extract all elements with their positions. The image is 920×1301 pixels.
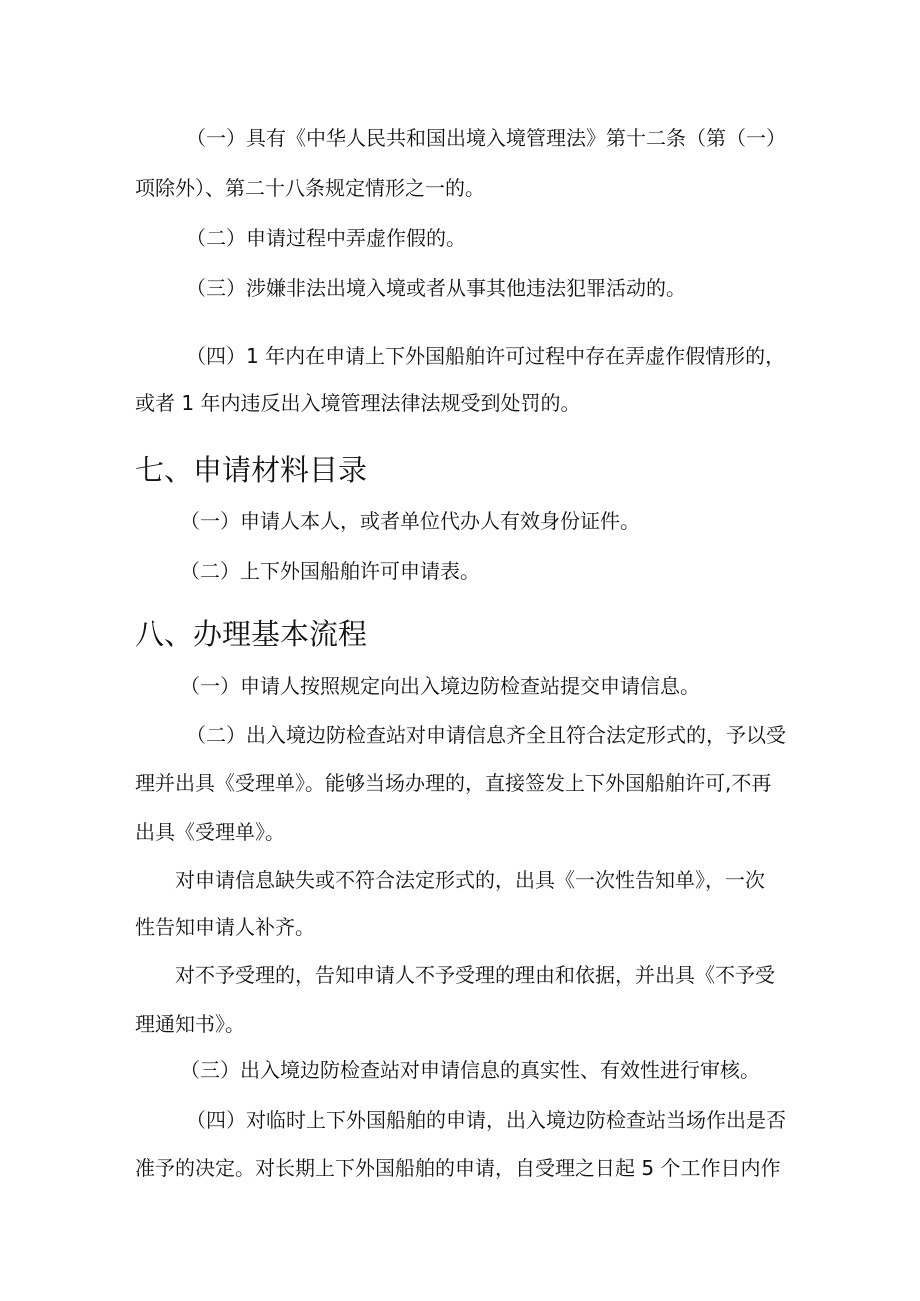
paragraph-line: 出具《受理单》。 [135, 820, 285, 844]
paragraph-line: （三）出入境边防检查站对申请信息的真实性、有效性进行审核。 [180, 1058, 760, 1082]
paragraph-line: 或者 1 年内违反出入境管理法律法规受到处罚的。 [135, 391, 581, 415]
paragraph-line: 准予的决定。对长期上下外国船舶的申请，自受理之日起 5 个工作日内作 [135, 1156, 781, 1180]
paragraph-line: （一）申请人本人，或者单位代办人有效身份证件。 [180, 509, 640, 533]
paragraph-line: （二）申请过程中弄虚作假的。 [186, 226, 466, 250]
paragraph-line: （一）申请人按照规定向出入境边防检查站提交申请信息。 [180, 674, 700, 698]
paragraph-line: （三）涉嫌非法出境入境或者从事其他违法犯罪活动的。 [186, 276, 686, 300]
paragraph-line: （二）出入境边防检查站对申请信息齐全且符合法定形式的，予以受 [186, 723, 786, 747]
section-heading-process: 八、办理基本流程 [135, 617, 368, 651]
paragraph-line: （二）上下外国船舶许可申请表。 [180, 559, 480, 583]
paragraph-line: （一）具有《中华人民共和国出境入境管理法》第十二条（第（一） [186, 126, 786, 150]
paragraph-line: 理并出具《受理单》。能够当场办理的，直接签发上下外国船舶许可,不再 [135, 771, 772, 795]
section-heading-materials: 七、申请材料目录 [135, 453, 368, 487]
paragraph-line: 对申请信息缺失或不符合法定形式的，出具《一次性告知单》，一次 [175, 868, 765, 892]
paragraph-line: 理通知书》。 [135, 1012, 245, 1036]
paragraph-line: 性告知申请人补齐。 [135, 915, 315, 939]
paragraph-line: 项除外）、第二十八条规定情形之一的。 [135, 176, 485, 200]
paragraph-line: （四）1 年内在申请上下外国船舶许可过程中存在弄虚作假情形的， [186, 344, 786, 368]
paragraph-line: （四）对临时上下外国船舶的申请，出入境边防检查站当场作出是否 [186, 1108, 786, 1132]
paragraph-line: 对不予受理的，告知申请人不予受理的理由和依据，并出具《不予受 [175, 963, 775, 987]
